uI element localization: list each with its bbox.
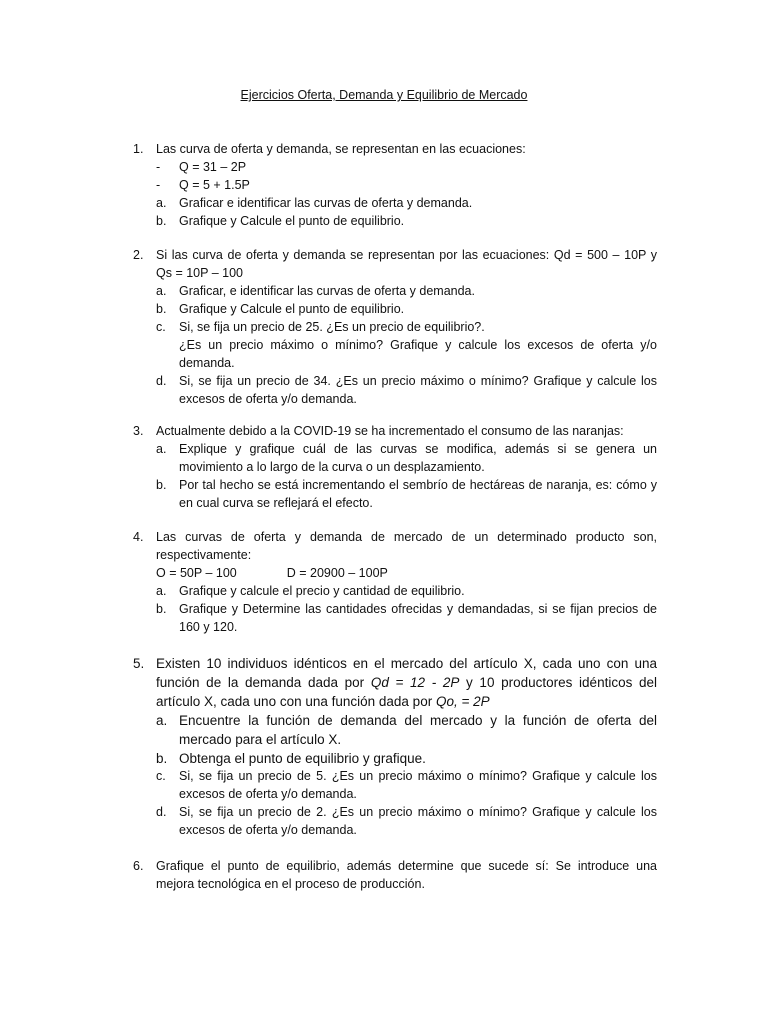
equation-item: - Q = 31 – 2P: [156, 160, 247, 174]
question-number: 2.: [133, 248, 144, 262]
sub-item: a. Graficar e identificar las curvas de oferta y demanda.: [156, 196, 473, 210]
sub-item: d. Si, se fija un precio de 34. ¿Es un precio máximo o mínimo? Grafique y calcule los excesos de oferta y/o demanda.: [156, 374, 657, 406]
sub-item: b. Por tal hecho se está incrementando el sembrío de hectáreas de naranja, es: cómo y en cual curva se reflejará el efecto.: [156, 478, 657, 510]
document-title: Ejercicios Oferta, Demanda y Equilibrio de Mercado: [240, 88, 528, 102]
sub-item: a. Graficar, e identificar las curvas de oferta y demanda.: [156, 284, 475, 298]
sub-item: c. Si, se fija un precio de 25. ¿Es un precio de equilibrio?. ¿Es un precio máximo o mínimo? Grafique y calcule los excesos de oferta y/o demanda.: [156, 320, 657, 370]
supply-function: Qo, = 2P: [435, 694, 490, 709]
question-3: [133, 422, 657, 512]
question-stem: Si las curva de oferta y demanda se representan por las ecuaciones: Qd = 500 – 10P y Qs = 10P – 100: [156, 248, 657, 280]
sub-item: d. Si, se fija un precio de 2. ¿Es un precio máximo o mínimo? Grafique y calcule los excesos de oferta y/o demanda.: [156, 805, 657, 837]
question-number: 6.: [133, 859, 144, 873]
question-number: 4.: [133, 530, 144, 544]
question-stem: Actualmente debido a la COVID-19 se ha incrementado el consumo de las naranjas:: [156, 424, 624, 438]
question-2: [133, 246, 657, 408]
equation-row: [156, 564, 657, 582]
question-number: 1.: [133, 142, 144, 156]
question-stem: Grafique el punto de equilibrio, además determine que sucede sí: Se introduce una mejora tecnológica en el proceso de producción.: [156, 859, 657, 891]
question-stem: Las curva de oferta y demanda, se representan en las ecuaciones:: [156, 142, 526, 156]
sub-item: b. Obtenga el punto de equilibrio y grafique.: [156, 751, 426, 766]
question-5-continued: [133, 767, 657, 839]
sub-item: c. Si, se fija un precio de 5. ¿Es un precio máximo o mínimo? Grafique y calcule los excesos de oferta y/o demanda.: [156, 769, 657, 801]
question-4: [133, 528, 657, 636]
sub-item: b. Grafique y Determine las cantidades ofrecidas y demandadas, si se fijan precios de 160 y 120.: [156, 602, 657, 634]
sub-item: a. Encuentre la función de demanda del mercado y la función de oferta del mercado para el artículo X.: [156, 713, 657, 747]
supply-equation: O = 50P – 100: [156, 566, 237, 580]
question-number: 5.: [133, 656, 145, 671]
question-5: [133, 654, 657, 768]
question-stem: Las curvas de oferta y demanda de mercado de un determinado producto son, respectivamente:: [156, 530, 657, 562]
question-number: 3.: [133, 424, 144, 438]
equation-item: - Q = 5 + 1.5P: [156, 178, 250, 192]
demand-function: Qd = 12 - 2P: [370, 675, 460, 690]
question-stem: Existen 10 individuos idénticos en el mercado del artículo X, cada uno con una función de la demanda dada por Qd = 12 - 2P y 10 productores idénticos del artículo X, cada uno con una función dada por Qo, = 2P: [156, 656, 658, 709]
sub-item: b. Grafique y Calcule el punto de equilibrio.: [156, 302, 405, 316]
sub-item: a. Grafique y calcule el precio y cantidad de equilibrio.: [156, 584, 465, 598]
question-6: [133, 857, 657, 893]
sub-item: b. Grafique y Calcule el punto de equilibrio.: [156, 214, 405, 228]
question-1: [133, 140, 657, 230]
sub-item: a. Explique y grafique cuál de las curvas se modifica, además si se genera un movimiento a lo largo de la curva o un desplazamiento.: [156, 442, 657, 474]
demand-equation: D = 20900 – 100P: [286, 566, 388, 580]
